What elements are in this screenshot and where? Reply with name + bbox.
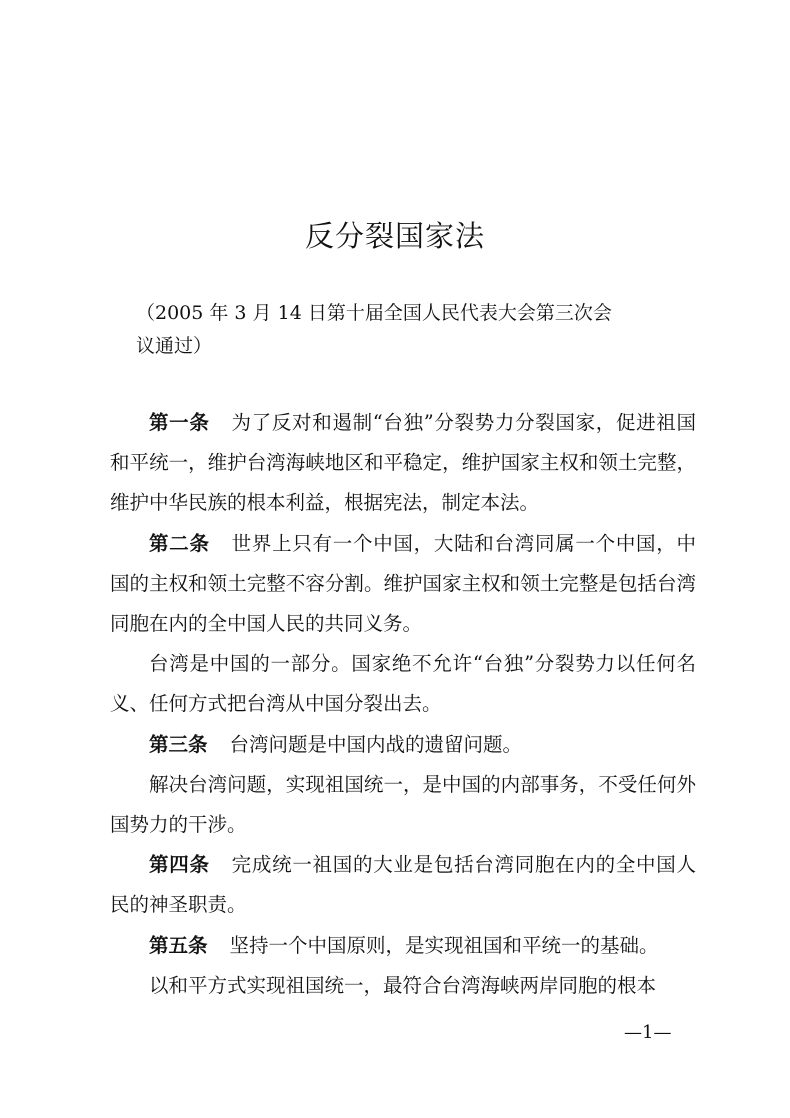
paragraph-text: 完成统一祖国的大业是包括台湾同胞在内的全中国人民的神圣职责。 [110, 853, 696, 917]
paragraph-article-1 [110, 403, 696, 524]
paragraph-text: 以和平方式实现祖国统一，最符合台湾海峡两岸同胞的根本 [149, 973, 657, 997]
paragraph-article-2 [110, 524, 696, 645]
article-heading: 第四条 [149, 853, 210, 877]
law-body [110, 403, 696, 1006]
page-number: —1— [624, 1022, 672, 1043]
paragraph-text: 为了反对和遏制“台独”分裂势力分裂国家，促进祖国和平统一，维护台湾海峡地区和平稳定，维护国家主权和领土完整，维护中华民族的根本利益，根据宪法，制定本法。 [110, 411, 696, 515]
paragraph-text: 解决台湾问题，实现祖国统一，是中国的内部事务，不受任何外国势力的干涉。 [110, 772, 696, 837]
adoption-note-line-1: （2005 年 3 月 14 日第十届全国人民代表大会第三次会 [136, 302, 612, 324]
paragraph-article-2-continued [110, 644, 696, 724]
paragraph-text: 坚持一个中国原则，是实现祖国和平统一的基础。 [229, 933, 659, 957]
article-heading: 第二条 [149, 531, 210, 555]
paragraph-article-3-continued [110, 765, 696, 845]
paragraph-text: 台湾是中国的一部分。国家绝不允许“台独”分裂势力以任何名义、任何方式把台湾从中国分裂出去。 [110, 652, 696, 716]
article-heading: 第一条 [149, 411, 210, 434]
paragraph-article-3 [110, 725, 696, 765]
article-heading: 第三条 [149, 732, 208, 756]
paragraph-article-5-continued [110, 966, 696, 1006]
paragraph-article-4 [110, 845, 696, 925]
paragraph-article-5 [110, 926, 696, 966]
paragraph-text: 台湾问题是中国内战的遗留问题。 [229, 732, 523, 756]
paragraph-text: 世界上只有一个中国，大陆和台湾同属一个中国，中国的主权和领土完整不容分割。维护国家主权和领土完整是包括台湾同胞在内的全中国人民的共同义务。 [110, 531, 696, 636]
document-title: 反分裂国家法 [304, 219, 485, 253]
adoption-note-line-2: 议通过） [136, 335, 213, 357]
article-heading: 第五条 [149, 933, 208, 957]
